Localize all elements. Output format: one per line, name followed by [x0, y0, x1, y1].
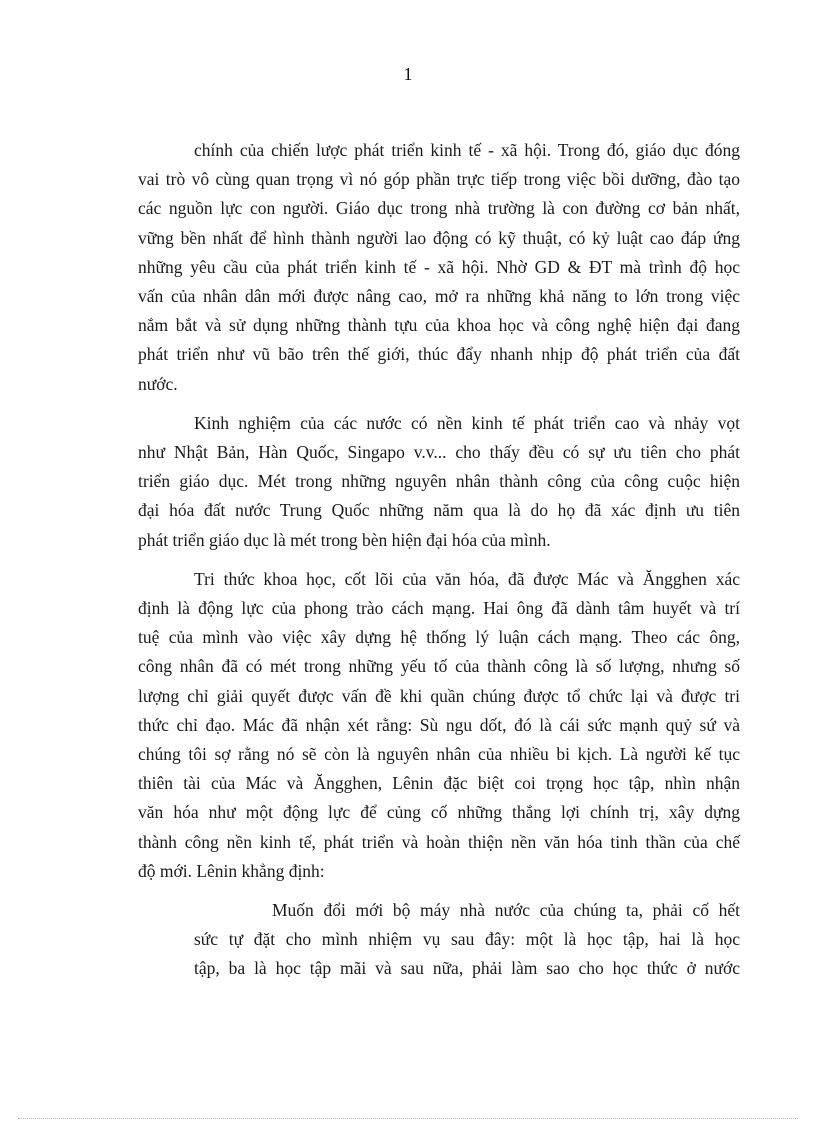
text-line: nắm bắt và sử dụng những thành tựu của khoa học và công nghệ hiện đại đang — [138, 315, 740, 336]
text-line: chính của chiến lược phát triển kinh tế - xã hội. Trong đó, giáo dục đóng — [194, 140, 740, 160]
text-line: vững bền nhất để hình thành người lao động có kỹ thuật, có kỷ luật cao đáp ứng — [138, 227, 740, 248]
text-line: thành công nền kinh tế, phát triển và hoàn thiện nền văn hóa tinh thần của chế — [138, 831, 740, 852]
text-line: nước. — [138, 373, 178, 394]
text-line: Kinh nghiệm của các nước có nền kinh tế phát triển cao và nhảy vọt — [194, 412, 740, 433]
page-number: 1 — [403, 64, 413, 84]
text-line: phát triển giáo dục là mét trong bèn hiện đại hóa của mình. — [138, 529, 551, 550]
text-line: chúng tôi sợ rằng nó sẽ còn là nguyên nhân của nhiều bi kịch. Là người kế tục — [138, 744, 740, 765]
paragraph-3 — [138, 565, 740, 886]
block-quote — [138, 896, 740, 984]
text-line: như Nhật Bản, Hàn Quốc, Singapo v.v... cho thấy đều có sự ưu tiên cho phát — [138, 442, 740, 463]
text-line: Tri thức khoa học, cốt lõi của văn hóa, đã được Mác và Ăngghen xác — [194, 568, 740, 589]
text-line: những yêu cầu của phát triển kinh tế - xã hội. Nhờ GD & ĐT mà trình độ học — [138, 256, 740, 277]
text-line: thiên tài của Mác và Ăngghen, Lênin đặc biệt coi trọng học tập, nhìn nhận — [138, 773, 740, 794]
document-body — [138, 136, 740, 984]
text-line: vai trò vô cùng quan trọng vì nó góp phần trực tiếp trong việc bồi dưỡng, đào tạo — [138, 169, 740, 190]
text-line: các nguồn lực con người. Giáo dục trong nhà trường là con đường cơ bản nhất, — [138, 198, 740, 219]
quote-line: sức tự đặt cho mình nhiệm vụ sau đây: một là học tập, hai là học — [194, 929, 740, 950]
quote-line: Muốn đổi mới bộ máy nhà nước của chúng ta, phải cố hết — [272, 900, 740, 921]
text-line: định là động lực của phong trào cách mạng. Hai ông đã dành tâm huyết và trí — [138, 598, 740, 619]
paragraph-2 — [138, 409, 740, 555]
page-bottom-divider — [18, 1118, 798, 1119]
text-line: công nhân đã có mét trong những yếu tố của thành công là số lượng, nhưng số — [138, 656, 740, 677]
text-line: độ mới. Lênin khẳng định: — [138, 860, 325, 881]
text-line: phát triển như vũ bão trên thế giới, thúc đẩy nhanh nhịp độ phát triển của đất — [138, 344, 740, 365]
text-line: thức chỉ đạo. Mác đã nhận xét rằng: Sù ngu dốt, đó là cái sức mạnh quỷ sứ và — [138, 714, 740, 735]
text-line: đại hóa đất nước Trung Quốc những năm qua là do họ đã xác định ưu tiên — [138, 500, 740, 521]
paragraph-1 — [138, 136, 740, 399]
text-line: lượng chỉ giải quyết được vấn đề khi quần chúng được tổ chức lại và được tri — [138, 685, 740, 706]
text-line: vấn của nhân dân mới được nâng cao, mở ra những khả năng to lớn trong việc — [138, 286, 740, 307]
text-line: văn hóa như một động lực để củng cố những thắng lợi chính trị, xây dựng — [138, 802, 740, 823]
quote-line: tập, ba là học tập mãi và sau nữa, phải làm sao cho học thức ở nước — [194, 958, 740, 979]
text-line: tuệ của mình vào việc xây dựng hệ thống lý luận cách mạng. Theo các ông, — [138, 627, 740, 648]
text-line: triển giáo dục. Mét trong những nguyên nhân thành công của công cuộc hiện — [138, 471, 740, 492]
